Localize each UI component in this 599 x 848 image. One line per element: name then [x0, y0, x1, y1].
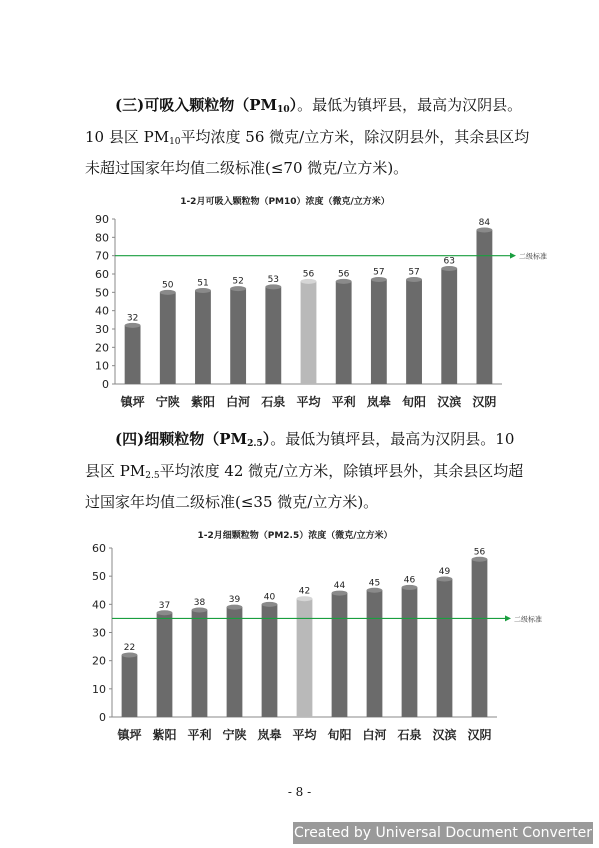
y-tick-label: 20	[95, 341, 109, 355]
bar-平均	[301, 281, 317, 384]
x-tick-label: 镇坪	[117, 728, 142, 742]
section-4-line-3: 过国家年均值二级标准(≤35 微克/立方米)。	[85, 493, 379, 511]
chart-title: 1-2月细颗粒物（PM2.5）浓度（微克/立方米）	[197, 531, 393, 541]
data-label: 56	[337, 269, 350, 280]
bar-旬阳	[406, 280, 422, 385]
reference-arrow	[510, 253, 516, 259]
line-text: 平均浓度 42 微克/立方米，除镇坪县外，其余县区均超	[159, 461, 524, 480]
data-label: 56	[473, 547, 486, 558]
section-3-line-3: 未超过国家年均值二级标准(≤70 微克/立方米)。	[85, 159, 409, 177]
data-label: 38	[193, 597, 206, 608]
y-tick-label: 40	[95, 304, 109, 318]
bar-平均	[297, 599, 313, 717]
bar-紫阳	[195, 291, 211, 385]
bar-cap	[437, 576, 453, 581]
section-4-text	[85, 424, 525, 519]
x-tick-label: 平利	[331, 395, 356, 409]
y-tick-label: 30	[95, 323, 109, 336]
x-tick-label: 旬阳	[402, 395, 427, 409]
bar-平利	[192, 610, 208, 717]
data-label: 46	[403, 575, 416, 586]
bar-cap	[336, 279, 352, 284]
bar-cap	[406, 277, 422, 282]
bar-cap	[332, 591, 348, 596]
y-tick-label: 60	[92, 542, 106, 555]
x-tick-label: 紫阳	[190, 395, 215, 409]
y-tick-label: 0	[99, 711, 106, 724]
bar-cap	[230, 286, 246, 291]
data-label: 44	[333, 581, 346, 592]
x-tick-label: 汉阴	[467, 728, 492, 742]
x-tick-label: 宁陕	[155, 395, 180, 409]
y-tick-label: 80	[95, 231, 109, 245]
line-text: 平均浓度 56 微克/立方米，除汉阴县外，其余县区均	[180, 127, 530, 146]
x-tick-label: 平均	[292, 728, 317, 742]
y-tick-label: 10	[92, 682, 106, 696]
y-tick-label: 70	[95, 249, 109, 263]
data-label: 84	[478, 218, 491, 228]
y-tick-label: 10	[95, 359, 109, 373]
heading-close: ）	[262, 430, 271, 448]
y-tick-label: 30	[92, 626, 106, 640]
bar-cap	[371, 277, 387, 282]
line-text: 。最低为镇坪县，最高为汉阴县。10	[270, 430, 515, 448]
data-label: 57	[408, 267, 420, 278]
y-tick-label: 50	[95, 286, 109, 300]
heading-text: (三)可吸入颗粒物（PM	[115, 96, 278, 114]
line-text: 10 县区 PM	[85, 127, 170, 146]
heading-subscript: 2.5	[247, 439, 263, 449]
x-tick-label: 汉阴	[472, 395, 497, 409]
bar-cap	[441, 266, 457, 271]
data-label: 22	[123, 643, 136, 654]
bar-cap	[367, 588, 383, 593]
bar-汉滨	[437, 579, 453, 717]
section-3-line-2	[85, 122, 530, 154]
converter-watermark: Created by Universal Document Converter	[293, 822, 593, 844]
bar-平利	[336, 281, 352, 384]
bar-旬阳	[332, 593, 348, 717]
section-4-line-1	[85, 424, 525, 456]
x-tick-label: 宁陕	[222, 728, 247, 742]
section-4-heading	[115, 430, 270, 448]
data-label: 32	[126, 313, 139, 324]
x-tick-label: 石泉	[261, 395, 286, 409]
x-tick-label: 石泉	[397, 728, 422, 742]
y-tick-label: 40	[92, 598, 106, 612]
heading-text: (四)细颗粒物（PM	[115, 430, 248, 448]
bar-岚皋	[371, 280, 387, 385]
bar-白河	[367, 590, 383, 717]
data-label: 39	[228, 595, 241, 606]
pm10-bar-chart	[80, 190, 547, 420]
x-tick-label: 白河	[226, 395, 251, 409]
bar-cap	[157, 610, 173, 615]
bar-cap	[297, 596, 313, 601]
data-label: 51	[197, 278, 209, 289]
y-tick-label: 90	[95, 213, 109, 226]
bar-宁陕	[227, 607, 243, 717]
data-label: 56	[302, 269, 315, 280]
bar-紫阳	[157, 613, 173, 717]
data-label: 37	[158, 600, 171, 611]
bar-岚皋	[262, 604, 278, 717]
page-number: - 8 -	[287, 785, 312, 799]
data-label: 53	[267, 274, 280, 285]
bar-宁陕	[160, 292, 176, 384]
line-text: 。最低为镇坪县，最高为汉阴县。	[297, 96, 523, 114]
bar-cap	[301, 279, 317, 284]
data-label: 63	[443, 256, 455, 267]
heading-subscript: 10	[277, 105, 290, 115]
data-label: 50	[162, 280, 174, 291]
x-tick-label: 平均	[296, 395, 321, 409]
subscript: 2.5	[145, 470, 160, 481]
bar-石泉	[402, 587, 418, 717]
x-tick-label: 旬阳	[327, 728, 352, 742]
bar-cap	[125, 323, 141, 328]
line-text: 县区 PM	[85, 461, 146, 480]
bar-cap	[402, 585, 418, 590]
y-tick-label: 20	[92, 654, 106, 668]
data-label: 52	[232, 276, 244, 287]
reference-label: 二级标准	[514, 615, 542, 624]
x-tick-label: 岚皋	[257, 728, 282, 742]
bar-cap	[122, 653, 138, 658]
bar-cap	[192, 607, 208, 612]
pm25-bar-chart	[80, 524, 542, 754]
bar-石泉	[265, 287, 281, 384]
bar-汉阴	[476, 230, 492, 384]
section-3-line-1	[85, 90, 525, 122]
bar-cap	[265, 284, 281, 289]
section-3-heading	[115, 96, 297, 114]
x-tick-label: 平利	[187, 728, 212, 742]
chart-title: 1-2月可吸入颗粒物（PM10）浓度（微克/立方米）	[180, 197, 390, 207]
x-tick-label: 岚皋	[366, 395, 391, 409]
y-tick-label: 0	[102, 378, 109, 391]
bar-汉阴	[472, 559, 488, 717]
reference-label: 二级标准	[519, 252, 547, 261]
subscript: 10	[169, 136, 181, 147]
data-label: 42	[298, 586, 311, 597]
section-3-text	[85, 90, 530, 185]
section-4-line-2	[85, 456, 525, 488]
x-tick-label: 汉滨	[432, 728, 457, 742]
bar-cap	[262, 602, 278, 607]
bar-cap	[476, 228, 492, 233]
bar-cap	[227, 605, 243, 610]
reference-arrow	[505, 615, 511, 621]
x-tick-label: 白河	[362, 728, 387, 742]
bar-白河	[230, 289, 246, 384]
data-label: 49	[438, 566, 451, 577]
y-tick-label: 50	[92, 570, 106, 584]
bar-汉滨	[441, 269, 457, 385]
x-tick-label: 紫阳	[152, 728, 177, 742]
heading-close: ）	[289, 96, 298, 114]
bar-镇坪	[125, 325, 141, 384]
data-label: 40	[263, 592, 276, 603]
x-tick-label: 汉滨	[437, 395, 462, 409]
bar-cap	[472, 557, 488, 562]
data-label: 57	[373, 267, 385, 278]
bar-镇坪	[122, 655, 138, 717]
x-tick-label: 镇坪	[120, 395, 145, 409]
data-label: 45	[368, 578, 381, 589]
bar-cap	[195, 288, 211, 293]
bar-cap	[160, 290, 176, 295]
y-tick-label: 60	[95, 268, 109, 281]
